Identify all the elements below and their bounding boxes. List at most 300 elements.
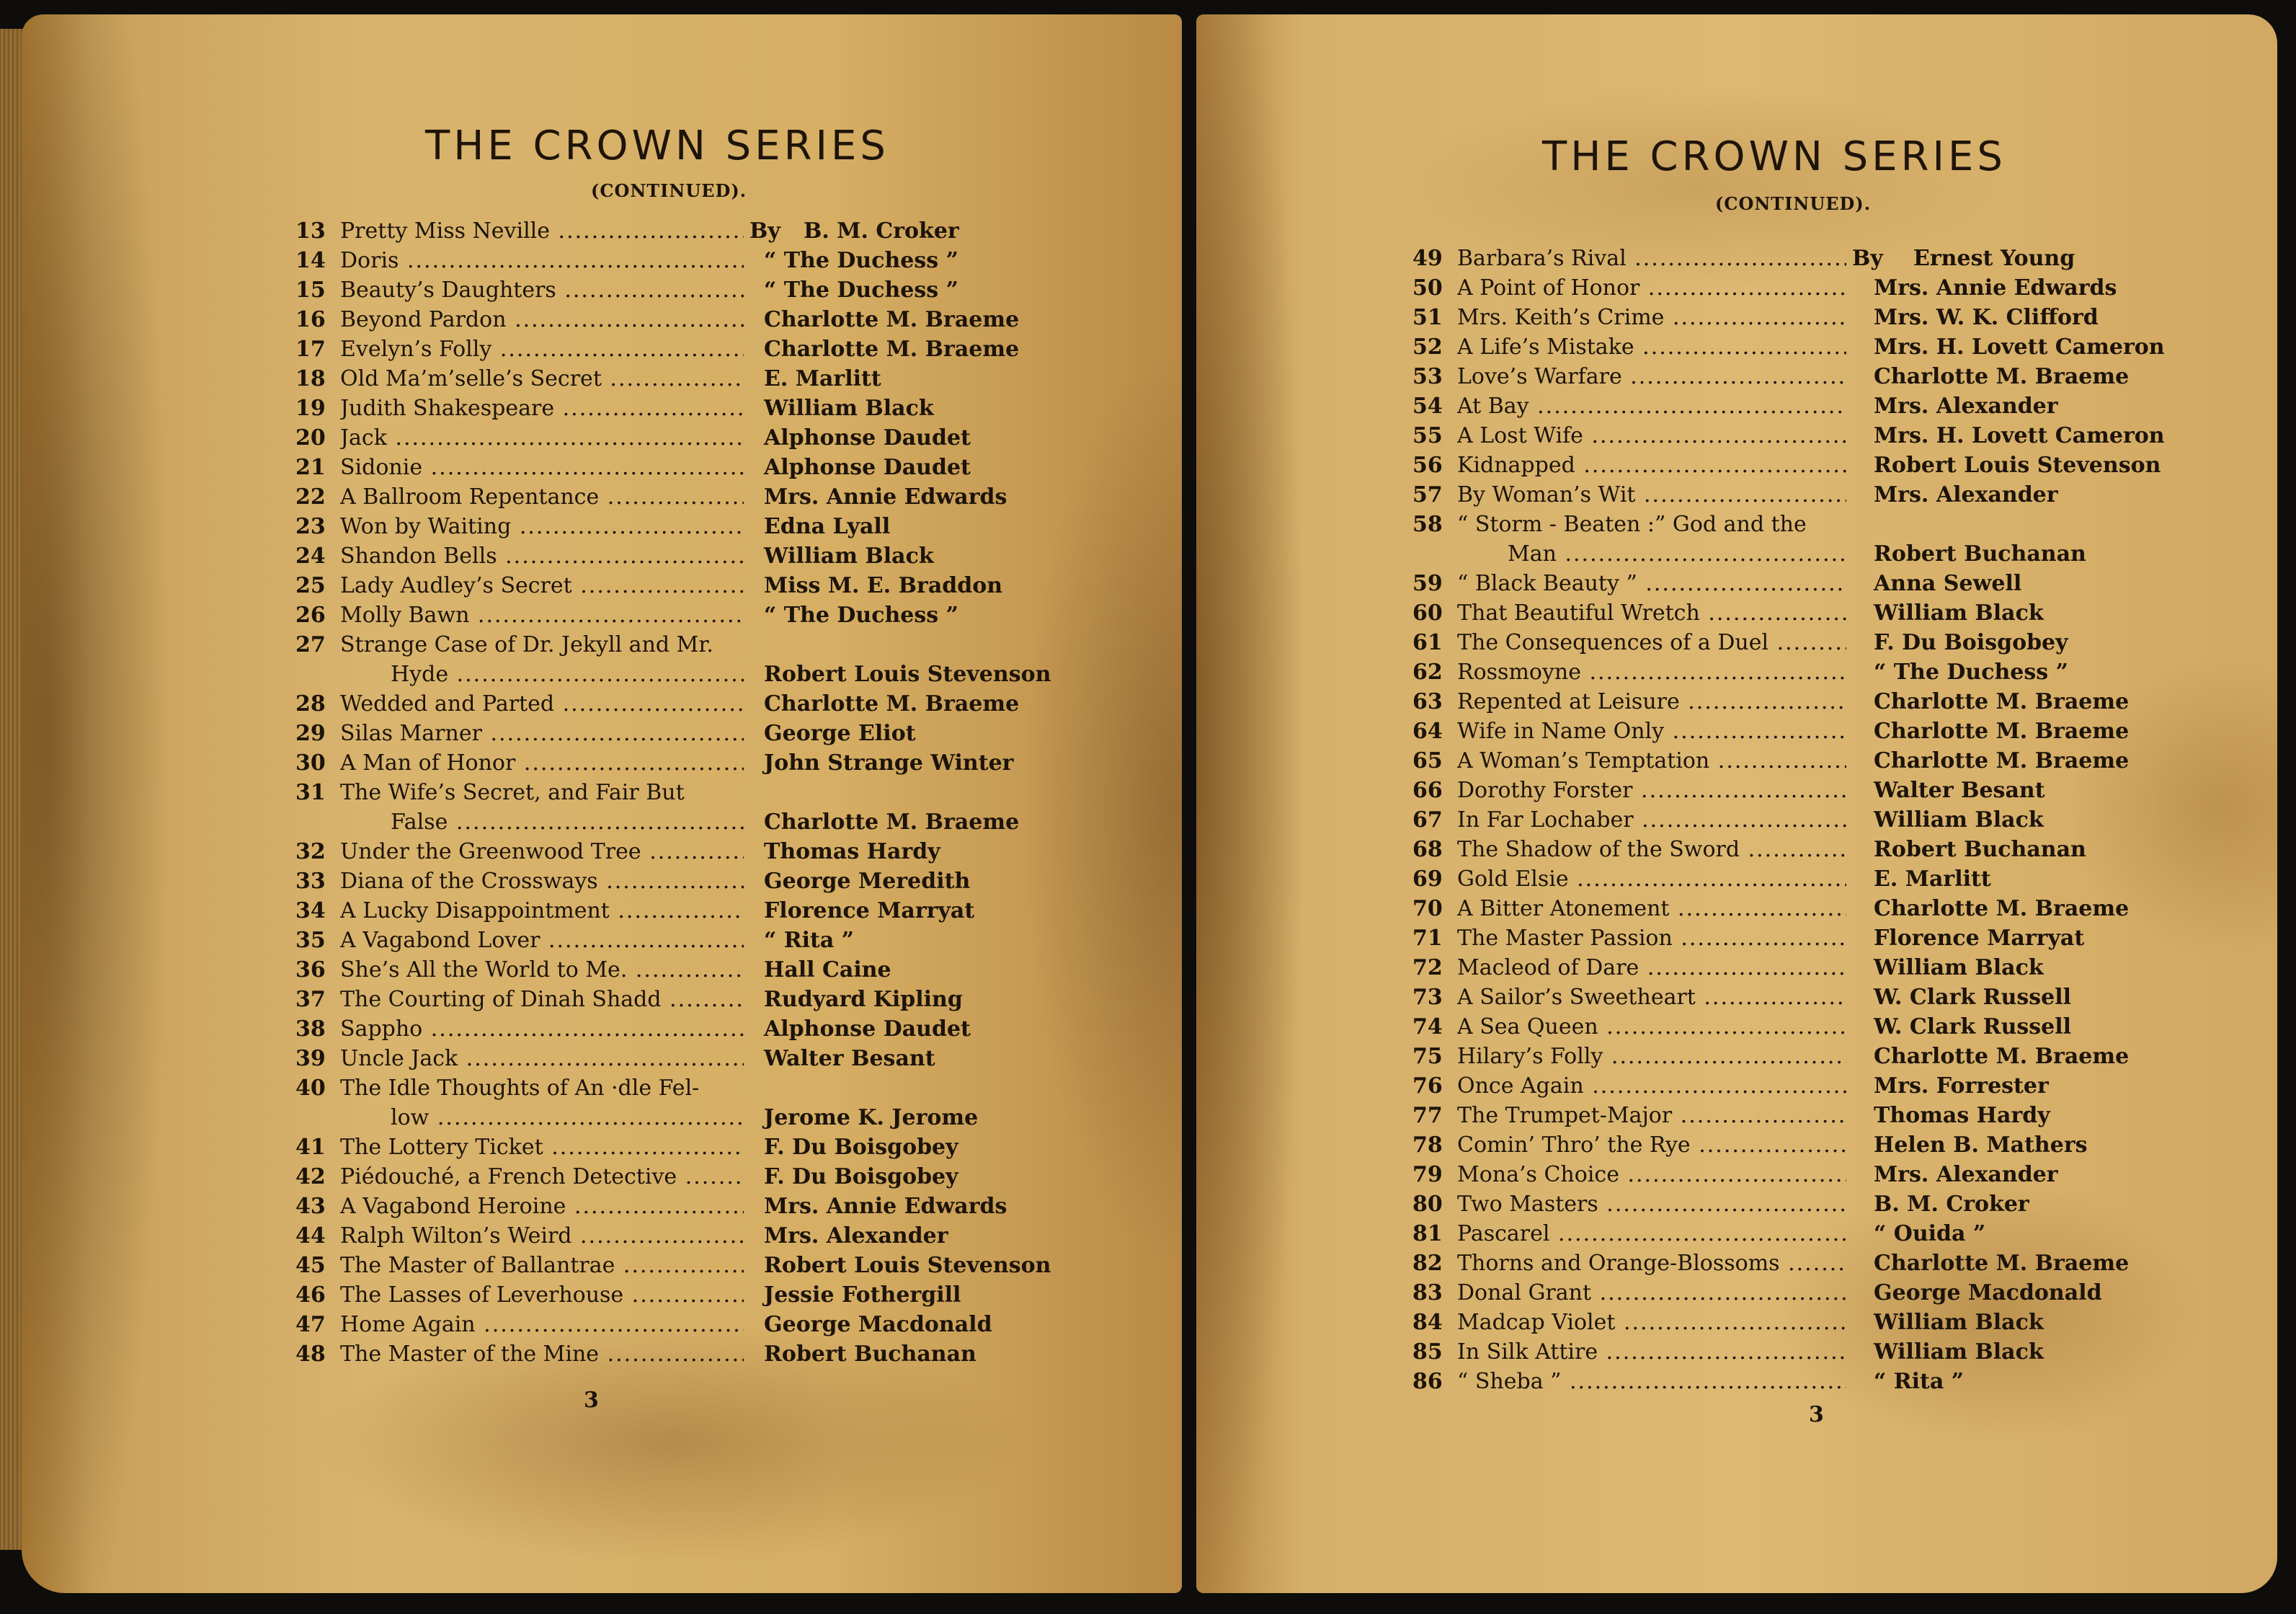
catalogue-entry xyxy=(295,1339,1124,1369)
entry-number: 41 xyxy=(295,1135,326,1160)
catalogue-entry xyxy=(1412,451,2263,480)
entry-title: Under the Greenwood Tree ..... xyxy=(340,837,744,866)
entry-number: 67 xyxy=(1412,807,1443,833)
entry-title: Donal Grant ..... xyxy=(1457,1278,1846,1308)
entry-author: Walter Besant xyxy=(1874,778,2045,803)
page-subtitle: (CONTINUED). xyxy=(1715,193,1872,214)
entry-author: E. Marlitt xyxy=(764,366,881,391)
catalogue-entry xyxy=(1412,1130,2263,1160)
entry-author: Charlotte M. Braeme xyxy=(1874,1251,2130,1276)
catalogue-entry xyxy=(1412,480,2263,510)
entry-number: 60 xyxy=(1412,600,1443,626)
entry-number: 35 xyxy=(295,928,326,953)
entry-number: 86 xyxy=(1412,1369,1443,1394)
entry-number: 69 xyxy=(1412,866,1443,892)
entry-title: Evelyn’s Folly ..... xyxy=(340,334,744,364)
entry-number: 13 xyxy=(295,218,326,244)
catalogue-entry xyxy=(295,807,1124,837)
entry-title: A Point of Honor ..... xyxy=(1457,273,1846,303)
catalogue-entry xyxy=(295,630,1124,660)
entry-title: Sidonie ..... xyxy=(340,453,744,482)
entry-title: Mrs. Keith’s Crime ..... xyxy=(1457,303,1846,332)
entry-title: “ Black Beauty ” ..... xyxy=(1457,569,1846,598)
entry-number: 31 xyxy=(295,780,326,805)
entry-number: 47 xyxy=(295,1312,326,1337)
entry-number: 45 xyxy=(295,1253,326,1278)
entry-author: Rudyard Kipling xyxy=(764,987,963,1012)
entry-author: Anna Sewell xyxy=(1874,571,2022,596)
catalogue-entry xyxy=(295,453,1124,482)
catalogue-entry xyxy=(1412,1012,2263,1042)
entry-author: Helen B. Mathers xyxy=(1874,1132,2088,1158)
catalogue-entry xyxy=(295,423,1124,453)
catalogue-entry xyxy=(1412,835,2263,864)
catalogue-entry xyxy=(295,748,1124,778)
entry-author: William Black xyxy=(764,544,934,569)
catalogue-entry xyxy=(1412,1367,2263,1396)
entry-number: 16 xyxy=(295,307,326,332)
entry-author: Thomas Hardy xyxy=(764,839,940,864)
catalogue-entry xyxy=(295,1310,1124,1339)
catalogue-entry xyxy=(295,1103,1124,1132)
catalogue-entry xyxy=(295,866,1124,896)
entry-title: Diana of the Crossways ..... xyxy=(340,866,744,896)
entry-author: George Meredith xyxy=(764,869,971,894)
entry-title: By Woman’s Wit ..... xyxy=(1457,480,1846,510)
entry-title: The Consequences of a Duel ..... xyxy=(1457,628,1846,657)
catalogue-entry xyxy=(295,216,1124,246)
entry-author: “ The Duchess ” xyxy=(764,603,958,628)
entry-author: Robert Louis Stevenson xyxy=(764,1253,1051,1278)
catalogue-entry xyxy=(1412,1249,2263,1278)
entry-author: Hall Caine xyxy=(764,957,891,983)
entry-title: A Sea Queen ..... xyxy=(1457,1012,1846,1042)
catalogue-entry xyxy=(295,275,1124,305)
entry-title: Won by Waiting ..... xyxy=(340,512,744,541)
entry-author: E. Marlitt xyxy=(1874,866,1991,892)
entry-author: “ The Duchess ” xyxy=(764,248,958,273)
catalogue-entry xyxy=(1412,1071,2263,1101)
entry-title: Gold Elsie ..... xyxy=(1457,864,1846,894)
entry-number: 15 xyxy=(295,278,326,303)
catalogue-entry xyxy=(1412,805,2263,835)
entry-author: “ Ouida ” xyxy=(1874,1221,1986,1246)
entry-title: A Vagabond Lover ..... xyxy=(340,926,744,955)
catalogue-entry xyxy=(1412,923,2263,953)
entry-author: Mrs. Alexander xyxy=(1874,1162,2058,1187)
entry-author: Thomas Hardy xyxy=(1874,1103,2050,1128)
entry-number: 59 xyxy=(1412,571,1443,596)
entry-author: Mrs. H. Lovett Cameron xyxy=(1874,334,2165,360)
entry-number: 49 xyxy=(1412,246,1443,271)
entry-number: 84 xyxy=(1412,1310,1443,1335)
entry-title: Mona’s Choice ..... xyxy=(1457,1160,1846,1189)
entry-author: George Macdonald xyxy=(1874,1280,2102,1305)
entry-title: Beyond Pardon ..... xyxy=(340,305,744,334)
entry-author: William Black xyxy=(1874,600,2044,626)
entry-author: Jessie Fothergill xyxy=(764,1282,961,1308)
entry-author: Mrs. Annie Edwards xyxy=(764,1194,1007,1219)
catalogue-entry xyxy=(1412,776,2263,805)
entry-title: “ Sheba ” ..... xyxy=(1457,1367,1846,1396)
entry-number: 46 xyxy=(295,1282,326,1308)
entry-author: Florence Marryat xyxy=(1874,926,2085,951)
catalogue-entry xyxy=(295,1251,1124,1280)
entry-title: Uncle Jack ..... xyxy=(340,1044,744,1073)
entry-title: At Bay ..... xyxy=(1457,391,1846,421)
catalogue-entry xyxy=(1412,1308,2263,1337)
entry-number: 61 xyxy=(1412,630,1443,655)
entry-author: Edna Lyall xyxy=(764,514,891,539)
catalogue-entry xyxy=(1412,539,2263,569)
entry-number: 54 xyxy=(1412,394,1443,419)
catalogue-entry xyxy=(1412,1101,2263,1130)
entry-title: Dorothy Forster ..... xyxy=(1457,776,1846,805)
catalogue-entry xyxy=(1412,510,2263,539)
entry-number: 40 xyxy=(295,1076,326,1101)
catalogue-entry xyxy=(295,926,1124,955)
entry-title: Strange Case of Dr. Jekyll and Mr. xyxy=(340,632,713,657)
catalogue-entry xyxy=(1412,1337,2263,1367)
entry-author: Mrs. Annie Edwards xyxy=(1874,275,2117,301)
catalogue-entry xyxy=(295,896,1124,926)
catalogue-entry xyxy=(295,1221,1124,1251)
entry-number: 30 xyxy=(295,750,326,776)
entry-title: A Vagabond Heroine ..... xyxy=(340,1192,744,1221)
entry-number: 38 xyxy=(295,1016,326,1042)
entry-number: 81 xyxy=(1412,1221,1443,1246)
entry-number: 52 xyxy=(1412,334,1443,360)
catalogue-entry xyxy=(295,1192,1124,1221)
entry-number: 55 xyxy=(1412,423,1443,448)
entry-number: 18 xyxy=(295,366,326,391)
entry-title: A Sailor’s Sweetheart ..... xyxy=(1457,983,1846,1012)
catalogue-entry xyxy=(295,482,1124,512)
catalogue-entry xyxy=(295,305,1124,334)
entry-title: A Bitter Atonement ..... xyxy=(1457,894,1846,923)
entry-author: “ The Duchess ” xyxy=(764,278,958,303)
entry-number: 82 xyxy=(1412,1251,1443,1276)
entry-title: That Beautiful Wretch ..... xyxy=(1457,598,1846,628)
entry-number: 17 xyxy=(295,337,326,362)
catalogue-entry xyxy=(295,1280,1124,1310)
left-page xyxy=(22,14,1182,1593)
entry-title: A Life’s Mistake ..... xyxy=(1457,332,1846,362)
entry-number: 14 xyxy=(295,248,326,273)
entry-title: She’s All the World to Me. ..... xyxy=(340,955,744,985)
entry-author: Charlotte M. Braeme xyxy=(1874,719,2130,744)
entry-title: “ Storm - Beaten :” God and the xyxy=(1457,512,1807,537)
entry-number: 79 xyxy=(1412,1162,1443,1187)
entry-title: Piédouché, a French Detective ..... xyxy=(340,1162,744,1192)
entry-title: A Ballroom Repentance ..... xyxy=(340,482,744,512)
entry-title: Hilary’s Folly ..... xyxy=(1457,1042,1846,1071)
entry-title: Rossmoyne ..... xyxy=(1457,657,1846,687)
entry-author: Robert Buchanan xyxy=(1874,837,2086,862)
entry-author: B. M. Croker xyxy=(1874,1192,2029,1217)
entry-title: The Lasses of Leverhouse ..... xyxy=(340,1280,744,1310)
entry-author: Florence Marryat xyxy=(764,898,975,923)
entry-title: In Far Lochaber ..... xyxy=(1457,805,1846,835)
catalogue-entry xyxy=(295,394,1124,423)
entry-author: Walter Besant xyxy=(764,1046,935,1071)
entry-title: Sappho ..... xyxy=(340,1014,744,1044)
catalogue-entry xyxy=(1412,717,2263,746)
entry-title: low ..... xyxy=(391,1103,744,1132)
entry-title: The Master of Ballantrae ..... xyxy=(340,1251,744,1280)
entry-number: 75 xyxy=(1412,1044,1443,1069)
entry-title: A Lost Wife ..... xyxy=(1457,421,1846,451)
entry-author: William Black xyxy=(1874,1339,2044,1365)
entry-author: William Black xyxy=(764,396,934,421)
entry-title: Home Again ..... xyxy=(340,1310,744,1339)
entry-title: Thorns and Orange-Blossoms ..... xyxy=(1457,1249,1846,1278)
page-title: THE CROWN SERIES xyxy=(425,123,889,169)
entry-number: 66 xyxy=(1412,778,1443,803)
entry-author: John Strange Winter xyxy=(764,750,1014,776)
entry-author: Charlotte M. Braeme xyxy=(764,691,1020,717)
entry-title: Two Masters ..... xyxy=(1457,1189,1846,1219)
entry-number: 58 xyxy=(1412,512,1443,537)
entry-title: Comin’ Thro’ the Rye ..... xyxy=(1457,1130,1846,1160)
entry-number: 27 xyxy=(295,632,326,657)
catalogue-entry xyxy=(295,1073,1124,1103)
entry-author: F. Du Boisgobey xyxy=(764,1164,958,1189)
entry-number: 62 xyxy=(1412,660,1443,685)
by-label: By xyxy=(749,218,780,244)
catalogue-entry xyxy=(295,334,1124,364)
catalogue-entry xyxy=(1412,303,2263,332)
entry-title: A Man of Honor ..... xyxy=(340,748,744,778)
entry-number: 42 xyxy=(295,1164,326,1189)
entry-number: 56 xyxy=(1412,453,1443,478)
entry-number: 74 xyxy=(1412,1014,1443,1039)
entry-number: 65 xyxy=(1412,748,1443,773)
entry-author: W. Clark Russell xyxy=(1874,985,2072,1010)
entry-author: Charlotte M. Braeme xyxy=(1874,896,2130,921)
catalogue-entry xyxy=(1412,1160,2263,1189)
entry-title: The Wife’s Secret, and Fair But xyxy=(340,780,685,805)
entry-author: Charlotte M. Braeme xyxy=(1874,364,2130,389)
entry-author: B. M. Croker xyxy=(804,218,959,244)
entry-title: Shandon Bells ..... xyxy=(340,541,744,571)
entry-title: The Shadow of the Sword ..... xyxy=(1457,835,1846,864)
catalogue-entry xyxy=(295,1162,1124,1192)
catalogue-entry xyxy=(295,689,1124,719)
entry-title: The Trumpet-Major ..... xyxy=(1457,1101,1846,1130)
page-number: 3 xyxy=(584,1388,599,1413)
entry-number: 50 xyxy=(1412,275,1443,301)
entry-number: 26 xyxy=(295,603,326,628)
catalogue-entry xyxy=(1412,244,2263,273)
entry-author: Mrs. H. Lovett Cameron xyxy=(1874,423,2165,448)
entry-number: 24 xyxy=(295,544,326,569)
entry-list xyxy=(1412,244,2263,1396)
page-title: THE CROWN SERIES xyxy=(1542,133,2006,180)
catalogue-entry xyxy=(295,985,1124,1014)
entry-number: 57 xyxy=(1412,482,1443,507)
entry-number: 39 xyxy=(295,1046,326,1071)
entry-title: Barbara’s Rival ..... xyxy=(1457,244,1846,273)
entry-title: Beauty’s Daughters ..... xyxy=(340,275,744,305)
catalogue-entry xyxy=(295,571,1124,600)
catalogue-entry xyxy=(1412,391,2263,421)
catalogue-entry xyxy=(1412,1278,2263,1308)
entry-number: 73 xyxy=(1412,985,1443,1010)
catalogue-entry xyxy=(295,955,1124,985)
entry-number: 53 xyxy=(1412,364,1443,389)
entry-title: The Idle Thoughts of An ·dle Fel- xyxy=(340,1076,700,1101)
catalogue-entry xyxy=(1412,864,2263,894)
entry-author: Ernest Young xyxy=(1913,246,2075,271)
catalogue-entry xyxy=(295,719,1124,748)
catalogue-entry xyxy=(295,246,1124,275)
page-number: 3 xyxy=(1809,1402,1824,1427)
entry-number: 76 xyxy=(1412,1073,1443,1099)
catalogue-entry xyxy=(1412,1219,2263,1249)
catalogue-entry xyxy=(295,512,1124,541)
entry-title: Silas Marner ..... xyxy=(340,719,744,748)
entry-author: William Black xyxy=(1874,807,2044,833)
entry-number: 32 xyxy=(295,839,326,864)
catalogue-entry xyxy=(295,600,1124,630)
entry-title: Doris ..... xyxy=(340,246,744,275)
entry-title: Molly Bawn ..... xyxy=(340,600,744,630)
entry-author: W. Clark Russell xyxy=(1874,1014,2072,1039)
entry-title: Macleod of Dare ..... xyxy=(1457,953,1846,983)
entry-author: Charlotte M. Braeme xyxy=(1874,689,2130,714)
catalogue-entry xyxy=(1412,687,2263,717)
entry-number: 64 xyxy=(1412,719,1443,744)
entry-author: William Black xyxy=(1874,1310,2044,1335)
entry-number: 19 xyxy=(295,396,326,421)
catalogue-entry xyxy=(295,1014,1124,1044)
entry-number: 83 xyxy=(1412,1280,1443,1305)
entry-number: 85 xyxy=(1412,1339,1443,1365)
entry-author: George Eliot xyxy=(764,721,916,746)
entry-author: Alphonse Daudet xyxy=(764,425,971,451)
catalogue-entry xyxy=(1412,598,2263,628)
entry-title: A Woman’s Temptation ..... xyxy=(1457,746,1846,776)
right-page xyxy=(1196,14,2277,1593)
page-subtitle: (CONTINUED). xyxy=(591,180,747,201)
catalogue-entry xyxy=(1412,1189,2263,1219)
entry-number: 43 xyxy=(295,1194,326,1219)
entry-author: Robert Louis Stevenson xyxy=(764,662,1051,687)
catalogue-entry xyxy=(1412,569,2263,598)
entry-number: 44 xyxy=(295,1223,326,1249)
catalogue-entry xyxy=(1412,1042,2263,1071)
entry-title: Pretty Miss Neville ..... xyxy=(340,216,744,246)
entry-number: 63 xyxy=(1412,689,1443,714)
entry-author: Charlotte M. Braeme xyxy=(764,810,1020,835)
entry-title: Pascarel ..... xyxy=(1457,1219,1846,1249)
entry-number: 28 xyxy=(295,691,326,717)
catalogue-entry xyxy=(1412,894,2263,923)
entry-author: Alphonse Daudet xyxy=(764,1016,971,1042)
entry-number: 80 xyxy=(1412,1192,1443,1217)
entry-author: Robert Louis Stevenson xyxy=(1874,453,2161,478)
entry-title: In Silk Attire ..... xyxy=(1457,1337,1846,1367)
entry-number: 34 xyxy=(295,898,326,923)
entry-title: Lady Audley’s Secret ..... xyxy=(340,571,744,600)
catalogue-entry xyxy=(295,837,1124,866)
entry-number: 23 xyxy=(295,514,326,539)
catalogue-entry xyxy=(1412,628,2263,657)
entry-title: Man ..... xyxy=(1508,539,1846,569)
entry-author: Mrs. Alexander xyxy=(764,1223,948,1249)
entry-list xyxy=(295,216,1124,1369)
catalogue-entry xyxy=(295,364,1124,394)
catalogue-entry xyxy=(1412,362,2263,391)
entry-author: “ Rita ” xyxy=(1874,1369,1964,1394)
catalogue-entry xyxy=(1412,273,2263,303)
entry-title: Love’s Warfare ..... xyxy=(1457,362,1846,391)
entry-title: Jack ..... xyxy=(340,423,744,453)
catalogue-entry xyxy=(1412,332,2263,362)
entry-number: 25 xyxy=(295,573,326,598)
entry-title: Old Ma’m’selle’s Secret ..... xyxy=(340,364,744,394)
catalogue-entry xyxy=(1412,953,2263,983)
entry-number: 22 xyxy=(295,484,326,510)
entry-author: George Macdonald xyxy=(764,1312,992,1337)
entry-number: 48 xyxy=(295,1342,326,1367)
catalogue-entry xyxy=(1412,657,2263,687)
entry-title: Wedded and Parted ..... xyxy=(340,689,744,719)
entry-author: “ Rita ” xyxy=(764,928,855,953)
entry-number: 51 xyxy=(1412,305,1443,330)
entry-author: Charlotte M. Braeme xyxy=(1874,748,2130,773)
catalogue-entry xyxy=(295,778,1124,807)
entry-number: 21 xyxy=(295,455,326,480)
entry-title: The Lottery Ticket ..... xyxy=(340,1132,744,1162)
entry-title: Repented at Leisure ..... xyxy=(1457,687,1846,717)
entry-title: False ..... xyxy=(391,807,744,837)
entry-author: Robert Buchanan xyxy=(1874,541,2086,567)
entry-title: Judith Shakespeare ..... xyxy=(340,394,744,423)
catalogue-entry xyxy=(295,541,1124,571)
entry-number: 78 xyxy=(1412,1132,1443,1158)
entry-author: Mrs. W. K. Clifford xyxy=(1874,305,2099,330)
entry-author: Miss M. E. Braddon xyxy=(764,573,1003,598)
catalogue-entry xyxy=(1412,421,2263,451)
catalogue-entry xyxy=(1412,746,2263,776)
entry-title: The Master of the Mine ..... xyxy=(340,1339,744,1369)
entry-author: Jerome K. Jerome xyxy=(764,1105,979,1130)
entry-author: Mrs. Alexander xyxy=(1874,394,2058,419)
entry-title: Once Again ..... xyxy=(1457,1071,1846,1101)
entry-number: 71 xyxy=(1412,926,1443,951)
entry-author: Alphonse Daudet xyxy=(764,455,971,480)
entry-author: William Black xyxy=(1874,955,2044,980)
entry-number: 77 xyxy=(1412,1103,1443,1128)
entry-title: A Lucky Disappointment ..... xyxy=(340,896,744,926)
entry-author: Charlotte M. Braeme xyxy=(1874,1044,2130,1069)
entry-number: 70 xyxy=(1412,896,1443,921)
entry-number: 20 xyxy=(295,425,326,451)
entry-number: 68 xyxy=(1412,837,1443,862)
catalogue-entry xyxy=(1412,983,2263,1012)
catalogue-entry xyxy=(295,1132,1124,1162)
entry-title: Madcap Violet ..... xyxy=(1457,1308,1846,1337)
entry-title: Kidnapped ..... xyxy=(1457,451,1846,480)
catalogue-entry xyxy=(295,660,1124,689)
catalogue-entry xyxy=(295,1044,1124,1073)
entry-number: 72 xyxy=(1412,955,1443,980)
entry-number: 37 xyxy=(295,987,326,1012)
entry-title: Wife in Name Only ..... xyxy=(1457,717,1846,746)
entry-title: Ralph Wilton’s Weird ..... xyxy=(340,1221,744,1251)
